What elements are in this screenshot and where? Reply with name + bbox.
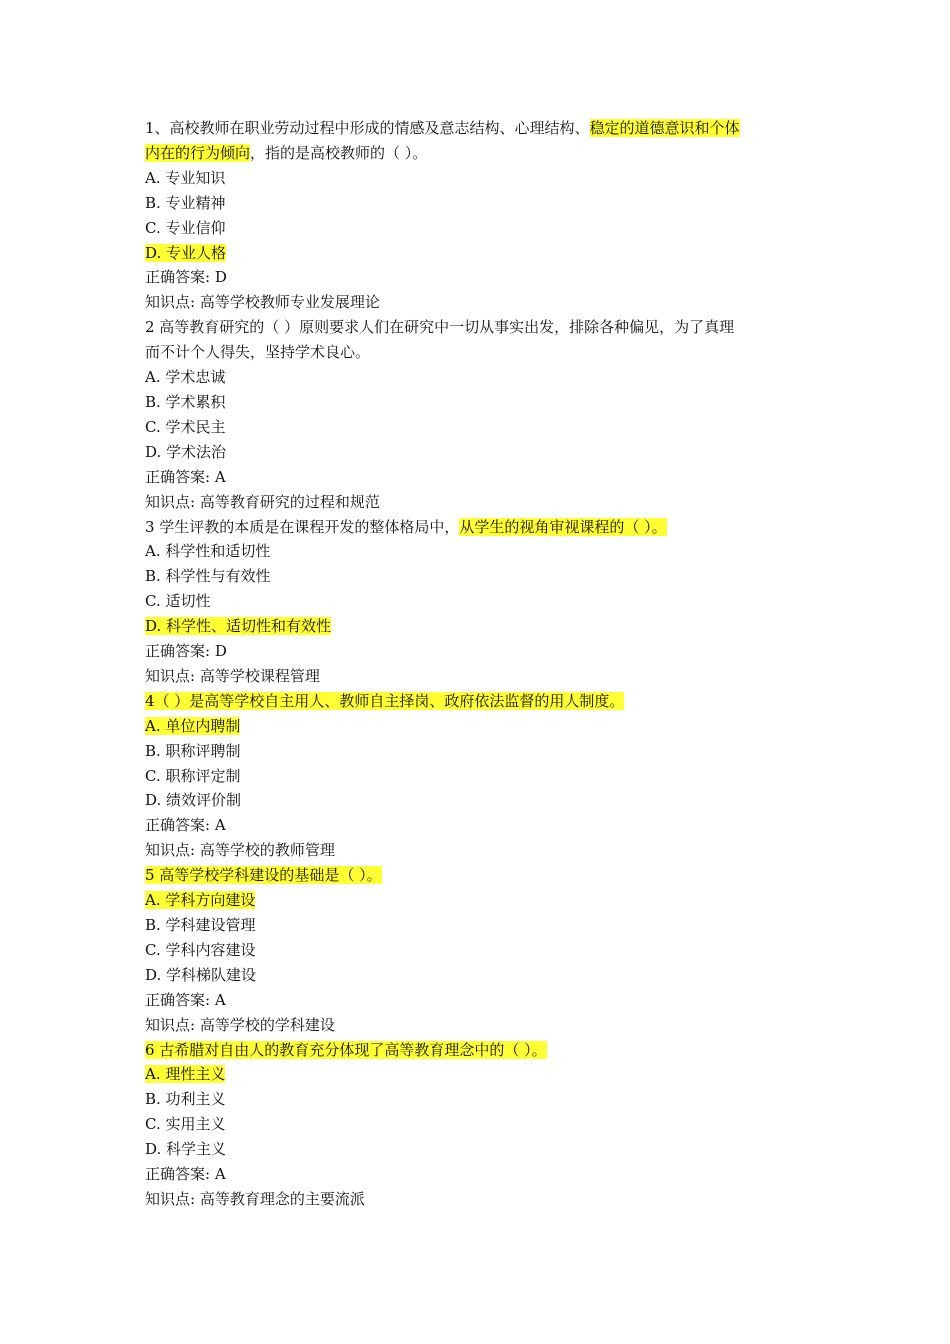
knowledge-point: 知识点: 高等学校课程管理 bbox=[145, 666, 320, 685]
answer-option bbox=[145, 191, 810, 216]
option-text: D. 科学性、适切性和有效性 bbox=[145, 617, 332, 636]
option-text: C. 职称评定制 bbox=[145, 766, 241, 785]
stem-text: 3 学生评教的本质是在课程开发的整体格局中， bbox=[145, 517, 460, 536]
option-text: A. 科学性和适切性 bbox=[145, 542, 271, 561]
correct-answer: 正确答案: A bbox=[145, 467, 226, 486]
answer-option bbox=[145, 1062, 810, 1087]
question-block bbox=[145, 863, 810, 1037]
answer-option bbox=[145, 888, 810, 913]
answer-option bbox=[145, 365, 810, 390]
correct-answer: 正确答案: A bbox=[145, 1165, 226, 1184]
option-text: D. 学科梯队建设 bbox=[145, 965, 257, 984]
question-block bbox=[145, 315, 810, 514]
correct-answer: 正确答案: D bbox=[145, 268, 227, 287]
option-text: A. 理性主义 bbox=[145, 1065, 226, 1084]
question-block bbox=[145, 515, 810, 689]
correct-answer: 正确答案: D bbox=[145, 642, 227, 661]
option-text: B. 科学性与有效性 bbox=[145, 567, 271, 586]
answer-option bbox=[145, 614, 810, 639]
question-document bbox=[145, 116, 810, 1212]
option-text: A. 学术忠诚 bbox=[145, 368, 226, 387]
stem-text: 从学生的视角审视课程的（ ）。 bbox=[459, 517, 667, 536]
option-text: C. 学术民主 bbox=[145, 417, 226, 436]
answer-option bbox=[145, 714, 810, 739]
stem-text: ，指的是高校教师的（ ）。 bbox=[250, 143, 428, 162]
answer-option bbox=[145, 938, 810, 963]
option-text: B. 学术累积 bbox=[145, 392, 226, 411]
question-stem-continued bbox=[145, 340, 810, 365]
answer-option bbox=[145, 415, 810, 440]
answer-option bbox=[145, 539, 810, 564]
question-block bbox=[145, 689, 810, 863]
option-text: D. 绩效评价制 bbox=[145, 791, 242, 810]
answer-option bbox=[145, 166, 810, 191]
correct-answer: 正确答案: A bbox=[145, 816, 226, 835]
answer-option bbox=[145, 963, 810, 988]
correct-answer: 正确答案: A bbox=[145, 990, 226, 1009]
option-text: C. 适切性 bbox=[145, 592, 211, 611]
answer-option bbox=[145, 1137, 810, 1162]
option-text: D. 学术法治 bbox=[145, 442, 227, 461]
stem-text: 2 高等教育研究的（ ）原则要求人们在研究中一切从事实出发，排除各种偏见，为了真理 bbox=[145, 318, 735, 337]
option-text: C. 学科内容建设 bbox=[145, 940, 256, 959]
knowledge-point: 知识点: 高等学校教师专业发展理论 bbox=[145, 293, 380, 312]
question-stem bbox=[145, 1038, 810, 1063]
stem-text: 6 古希腊对自由人的教育充分体现了高等教育理念中的（ ）。 bbox=[145, 1040, 547, 1059]
answer-option bbox=[145, 913, 810, 938]
answer-option bbox=[145, 764, 810, 789]
stem-text: 4（ ）是高等学校自主用人、教师自主择岗、政府依法监督的用人制度。 bbox=[145, 691, 625, 710]
option-text: C. 专业信仰 bbox=[145, 218, 226, 237]
option-text: D. 专业人格 bbox=[145, 243, 227, 262]
stem-text: 稳定的道德意识和个体 bbox=[589, 119, 740, 137]
option-text: B. 专业精神 bbox=[145, 193, 226, 212]
stem-text: 1、高校教师在职业劳动过程中形成的情感及意志结构、心理结构、 bbox=[145, 119, 590, 137]
question-block bbox=[145, 116, 810, 315]
answer-option bbox=[145, 241, 810, 266]
answer-option bbox=[145, 390, 810, 415]
question-stem bbox=[145, 689, 810, 714]
option-text: A. 单位内聘制 bbox=[145, 716, 241, 735]
answer-option bbox=[145, 1112, 810, 1137]
option-text: B. 功利主义 bbox=[145, 1090, 226, 1109]
question-stem bbox=[145, 315, 810, 340]
knowledge-point: 知识点: 高等教育理念的主要流派 bbox=[145, 1189, 365, 1208]
answer-option bbox=[145, 440, 810, 465]
answer-option bbox=[145, 589, 810, 614]
question-stem bbox=[145, 863, 810, 888]
question-stem bbox=[145, 116, 810, 141]
answer-option bbox=[145, 564, 810, 589]
knowledge-point: 知识点: 高等学校的学科建设 bbox=[145, 1015, 335, 1034]
answer-option bbox=[145, 788, 810, 813]
question-stem bbox=[145, 515, 810, 540]
knowledge-point: 知识点: 高等学校的教师管理 bbox=[145, 841, 335, 860]
option-text: A. 专业知识 bbox=[145, 168, 226, 187]
question-block bbox=[145, 1038, 810, 1212]
stem-text: 5 高等学校学科建设的基础是（ ）。 bbox=[145, 866, 382, 885]
stem-text: 内在的行为倾向 bbox=[145, 143, 251, 162]
answer-option bbox=[145, 216, 810, 241]
answer-option bbox=[145, 739, 810, 764]
stem-text: 而不计个人得失，坚持学术良心。 bbox=[145, 343, 371, 362]
question-stem-continued bbox=[145, 141, 810, 166]
option-text: B. 职称评聘制 bbox=[145, 741, 241, 760]
option-text: A. 学科方向建设 bbox=[145, 891, 256, 910]
answer-option bbox=[145, 1087, 810, 1112]
option-text: B. 学科建设管理 bbox=[145, 916, 256, 934]
knowledge-point: 知识点: 高等教育研究的过程和规范 bbox=[145, 492, 380, 511]
option-text: C. 实用主义 bbox=[145, 1115, 226, 1134]
option-text: D. 科学主义 bbox=[145, 1140, 227, 1159]
